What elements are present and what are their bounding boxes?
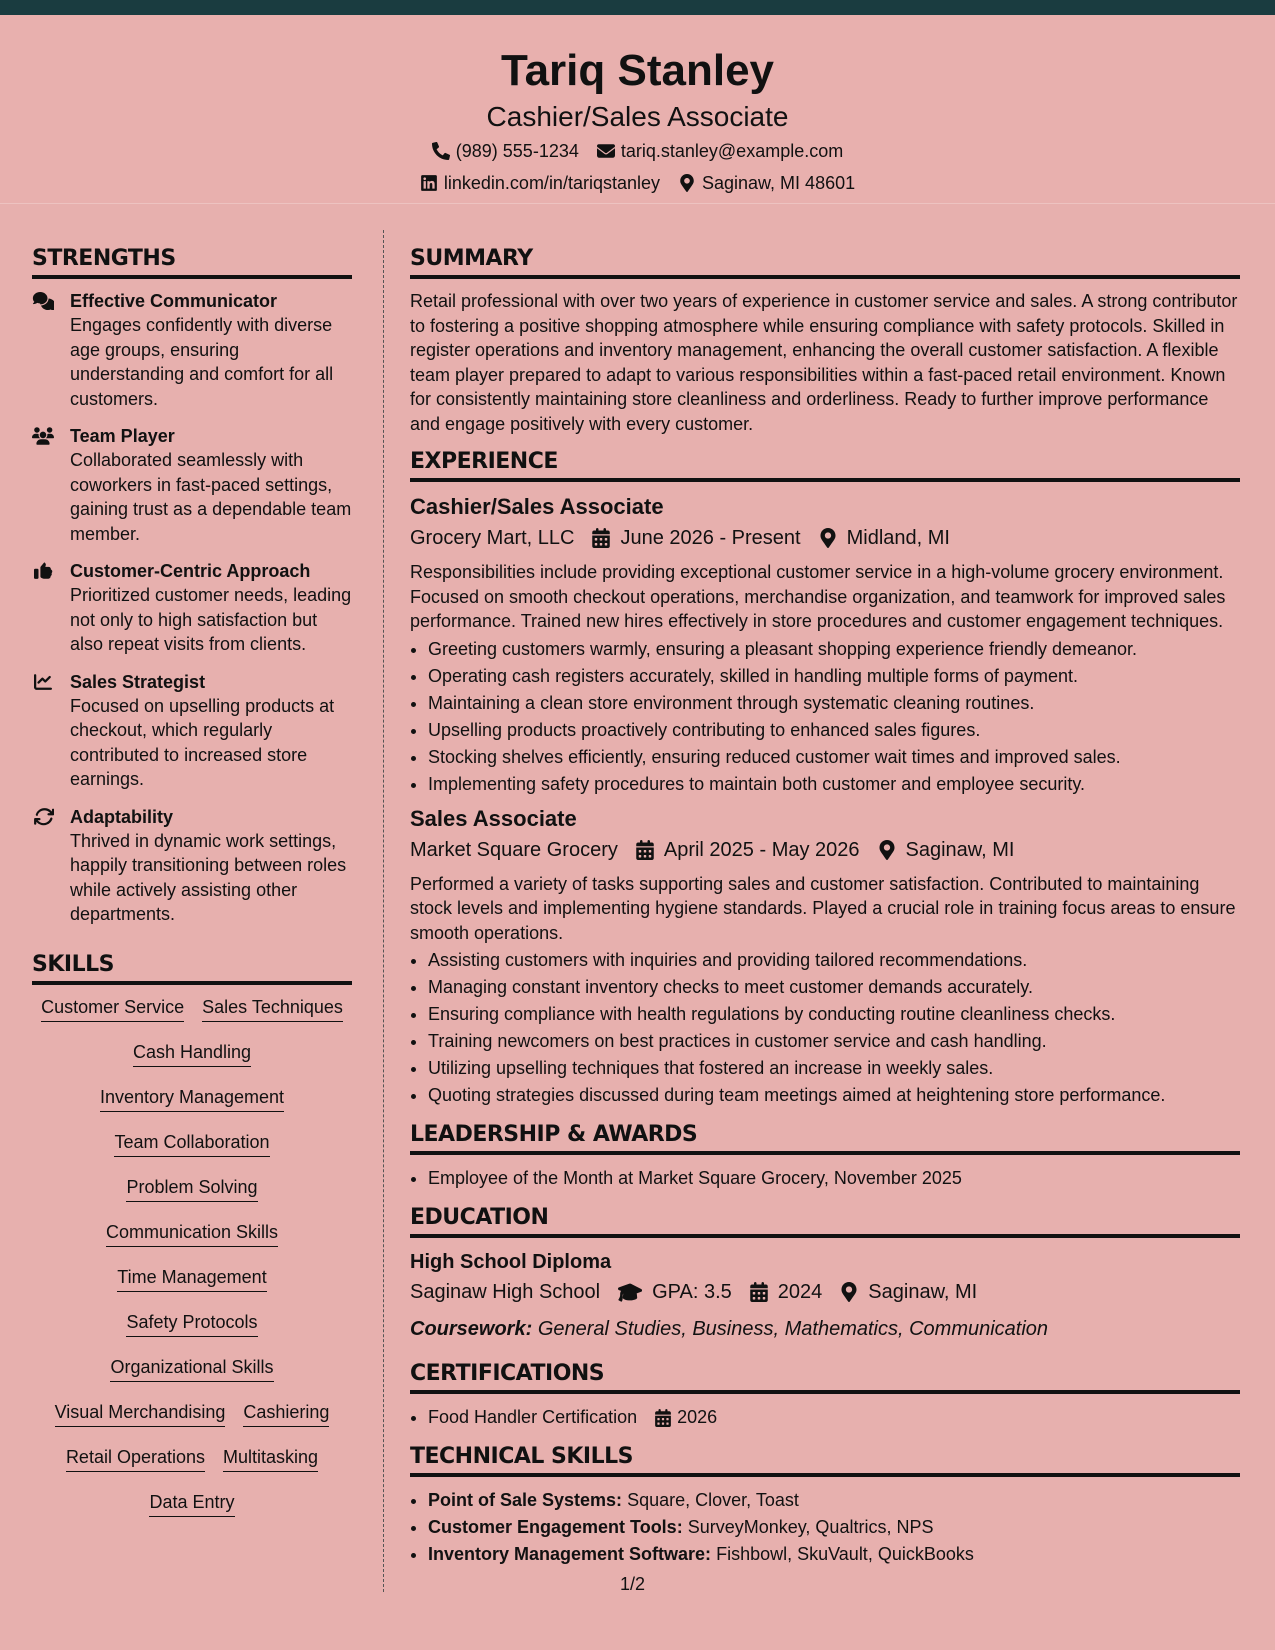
coursework-text: General Studies, Business, Mathematics, Communication [537, 1318, 1049, 1340]
strength-title: Team Player [70, 426, 175, 446]
leadership-list [410, 1165, 1240, 1192]
map-marker-icon [878, 840, 896, 860]
certifications-section [410, 1358, 1240, 1431]
skill-row [32, 1265, 352, 1292]
technical-skill-value: SurveyMonkey, Qualtrics, NPS [687, 1517, 934, 1537]
experience-heading: EXPERIENCE [410, 446, 1240, 482]
technical-skill-label: Customer Engagement Tools: [428, 1517, 683, 1537]
strength-title: Adaptability [70, 806, 174, 827]
strength-desc: Focused on upselling products at checkout, which regularly contributed to increased store earnings. [70, 695, 335, 789]
page-number: 1/2 [620, 1574, 646, 1594]
skill-tag: Time Management [117, 1265, 266, 1292]
job-bullets [410, 636, 1240, 798]
phone-icon [432, 142, 450, 160]
map-marker-icon [840, 1282, 858, 1302]
graduation-year: 2024 [777, 1281, 823, 1303]
skill-tag: Multitasking [223, 1445, 318, 1472]
certification-year: 2026 [677, 1407, 718, 1427]
gpa-text: GPA: 3.5 [652, 1281, 732, 1303]
technical-skills-heading: TECHNICAL SKILLS [410, 1441, 1240, 1477]
job-entry [410, 804, 1240, 1110]
job-bullet: • Managing constant inventory checks to meet customer demands accurately. [428, 974, 1240, 1001]
strength-desc: Prioritized customer needs, leading not only to high satisfaction but also repeat visits from clients. [70, 585, 352, 654]
education-section [410, 1202, 1240, 1344]
linkedin-icon [420, 174, 438, 192]
leadership-heading: LEADERSHIP & AWARDS [410, 1119, 1240, 1155]
summary-section [410, 243, 1240, 436]
skill-row [32, 1175, 352, 1202]
skill-tag: Visual Merchandising [55, 1400, 226, 1427]
candidate-name: Tariq Stanley [500, 46, 775, 95]
technical-skill-value: Fishbowl, SkuVault, QuickBooks [716, 1544, 974, 1564]
calendar-icon [750, 1282, 768, 1302]
job-location: Saginaw, MI [905, 838, 1015, 861]
job-description: Performed a variety of tasks supporting sales and customer satisfaction. Contributed to maintaining stock levels and implementing hygiene standards. Played a crucial role in training focus areas to ensure smooth operations. [410, 873, 1236, 943]
users-icon [32, 424, 56, 546]
job-bullet: • Upselling products proactively contributing to enhanced sales figures. [428, 717, 1240, 744]
skill-tag: Safety Protocols [126, 1310, 257, 1337]
phone-text: (989) 555-1234 [455, 141, 579, 161]
skill-tag: Data Entry [149, 1490, 234, 1517]
strength-item [32, 559, 352, 657]
skill-tag: Cashiering [243, 1400, 329, 1427]
skills-list [32, 995, 352, 1517]
skill-row [32, 1355, 352, 1382]
calendar-icon [592, 528, 610, 548]
location-contact [678, 167, 855, 199]
technical-skills-list [410, 1487, 1240, 1568]
skills-heading: SKILLS [32, 949, 352, 985]
school-name: Saginaw High School [410, 1281, 601, 1303]
strength-title: Effective Communicator [70, 291, 278, 311]
job-bullet: • Stocking shelves efficiently, ensuring reduced customer wait times and improved sales. [428, 744, 1240, 771]
skill-tag: Customer Service [41, 995, 184, 1022]
technical-skill-label: Point of Sale Systems: [428, 1490, 623, 1510]
location-text: Saginaw, MI 48601 [702, 173, 856, 193]
school-location: Saginaw, MI [868, 1281, 978, 1303]
job-dates: April 2025 - May 2026 [663, 838, 860, 861]
summary-heading: SUMMARY [410, 243, 1240, 279]
technical-skill-item [428, 1487, 1240, 1514]
degree-title: High School Diploma [410, 1251, 612, 1273]
skill-tag: Cash Handling [133, 1040, 251, 1067]
job-meta [410, 834, 1240, 866]
phone-contact [432, 135, 579, 167]
coursework-label: Coursework: [410, 1318, 533, 1340]
contact-line-2 [0, 167, 1275, 199]
job-bullet: • Utilizing upselling techniques that fostered an increase in weekly sales. [428, 1055, 1240, 1082]
job-bullets [410, 947, 1240, 1109]
skill-tag: Communication Skills [106, 1220, 278, 1247]
skill-row [32, 995, 352, 1022]
skill-tag: Retail Operations [66, 1445, 205, 1472]
graduation-cap-icon [618, 1282, 642, 1302]
left-column [32, 243, 352, 1535]
map-marker-icon [678, 174, 696, 192]
summary-text: Retail professional with over two years of experience in customer service and sales. A strong contributor to fostering a positive shopping atmosphere while ensuring compliance with safety protocols. Skilled in register operations and inventory management, enhancing the overall customer satisfaction. A flexible team player prepared to adapt to various responsibilities within a fast-paced retail environment. Known for consistently maintaining store cleanliness and orderliness. Ready to further improve performance and engage positively with every customer. [410, 291, 1238, 434]
envelope-icon [597, 142, 615, 160]
skill-row [32, 1040, 352, 1067]
strength-title: Customer-Centric Approach [70, 561, 311, 581]
skill-row [32, 1085, 352, 1112]
candidate-role: Cashier/Sales Associate [486, 101, 789, 132]
leadership-item: • Employee of the Month at Market Square Grocery, November 2025 [428, 1165, 1240, 1192]
sync-icon [32, 805, 56, 927]
skill-row [32, 1310, 352, 1337]
job-bullet: • Assisting customers with inquiries and providing tailored recommendations. [428, 947, 1240, 974]
strength-item [32, 424, 352, 546]
skill-tag: Inventory Management [100, 1085, 284, 1112]
map-marker-icon [819, 528, 837, 548]
strength-desc: Engages confidently with diverse age groups, ensuring understanding and comfort for all customers. [70, 315, 334, 409]
email-text[interactable]: tariq.stanley@example.com [620, 141, 844, 161]
strength-desc: Collaborated seamlessly with coworkers in fast-paced settings, gaining trust as a dependable team member. [70, 450, 352, 544]
job-meta [410, 522, 1240, 554]
certifications-heading: CERTIFICATIONS [410, 1358, 1240, 1394]
technical-skills-section [410, 1441, 1240, 1568]
skill-row [32, 1220, 352, 1247]
job-title: Cashier/Sales Associate [410, 494, 664, 519]
job-bullet: • Quoting strategies discussed during team meetings aimed at heightening store performance. [428, 1082, 1240, 1109]
strength-desc: Thrived in dynamic work settings, happily transitioning between roles while actively assisting other departments. [70, 830, 347, 924]
skill-tag: Problem Solving [126, 1175, 257, 1202]
certification-item [428, 1404, 1240, 1431]
job-dates: June 2026 - Present [620, 527, 801, 549]
calendar-icon [655, 1409, 671, 1427]
job-title: Sales Associate [410, 805, 577, 831]
thumbs-up-icon [32, 559, 56, 657]
comments-icon [32, 289, 56, 411]
skill-tag: Team Collaboration [114, 1130, 269, 1157]
strength-item [32, 289, 352, 411]
technical-skill-label: Inventory Management Software: [428, 1544, 712, 1564]
certification-name: • Food Handler Certification [428, 1407, 638, 1427]
job-bullet: • Maintaining a clean store environment through systematic cleaning routines. [428, 690, 1240, 717]
experience-section [410, 446, 1240, 1109]
job-location: Midland, MI [846, 527, 950, 549]
technical-skill-value: Square, Clover, Toast [627, 1490, 799, 1510]
linkedin-text[interactable]: linkedin.com/in/tariqstanley [443, 173, 660, 193]
coursework-line [410, 1314, 1240, 1344]
job-bullet: • Greeting customers warmly, ensuring a pleasant shopping experience friendly demeanor. [428, 636, 1240, 663]
job-bullet: • Training newcomers on best practices in customer service and cash handling. [428, 1028, 1240, 1055]
job-bullet: • Implementing safety procedures to maintain both customer and employee security. [428, 771, 1240, 798]
right-column [410, 243, 1240, 1578]
skill-row [32, 1445, 352, 1472]
contact-line-1 [0, 135, 1275, 167]
skill-tag: Organizational Skills [110, 1355, 273, 1382]
resume-header [0, 15, 1275, 204]
strengths-heading: STRENGTHS [32, 243, 352, 279]
top-accent-bar [0, 0, 1275, 15]
technical-skill-item [428, 1541, 1240, 1568]
job-company: Grocery Mart, LLC [410, 527, 575, 549]
technical-skill-item [428, 1514, 1240, 1541]
education-heading: EDUCATION [410, 1202, 1240, 1238]
job-bullet: • Ensuring compliance with health regulations by conducting routine cleanliness checks. [428, 1001, 1240, 1028]
leadership-section [410, 1119, 1240, 1192]
certifications-list [410, 1404, 1240, 1431]
chart-line-icon [32, 670, 56, 792]
calendar-icon [636, 840, 654, 860]
strength-item [32, 805, 352, 927]
job-company: Market Square Grocery [410, 838, 618, 861]
skill-row [32, 1130, 352, 1157]
strength-item [32, 670, 352, 792]
skill-tag: Sales Techniques [202, 995, 343, 1022]
email-contact[interactable] [597, 135, 843, 167]
job-bullet: • Operating cash registers accurately, skilled in handling multiple forms of payment. [428, 663, 1240, 690]
linkedin-contact[interactable] [420, 167, 660, 199]
skill-row [32, 1490, 352, 1517]
skill-row [32, 1400, 352, 1427]
strength-title: Sales Strategist [70, 671, 206, 692]
column-divider [383, 230, 384, 1592]
job-description: Responsibilities include providing exceptional customer service in a high-volume grocery environment. Focused on smooth checkout operations, merchandise organization, and teamwork for improved sales performance. Trained new hires effectively in store procedures and customer engagement techniques. [410, 562, 1226, 631]
job-entry [410, 492, 1240, 798]
education-meta [410, 1276, 1240, 1308]
